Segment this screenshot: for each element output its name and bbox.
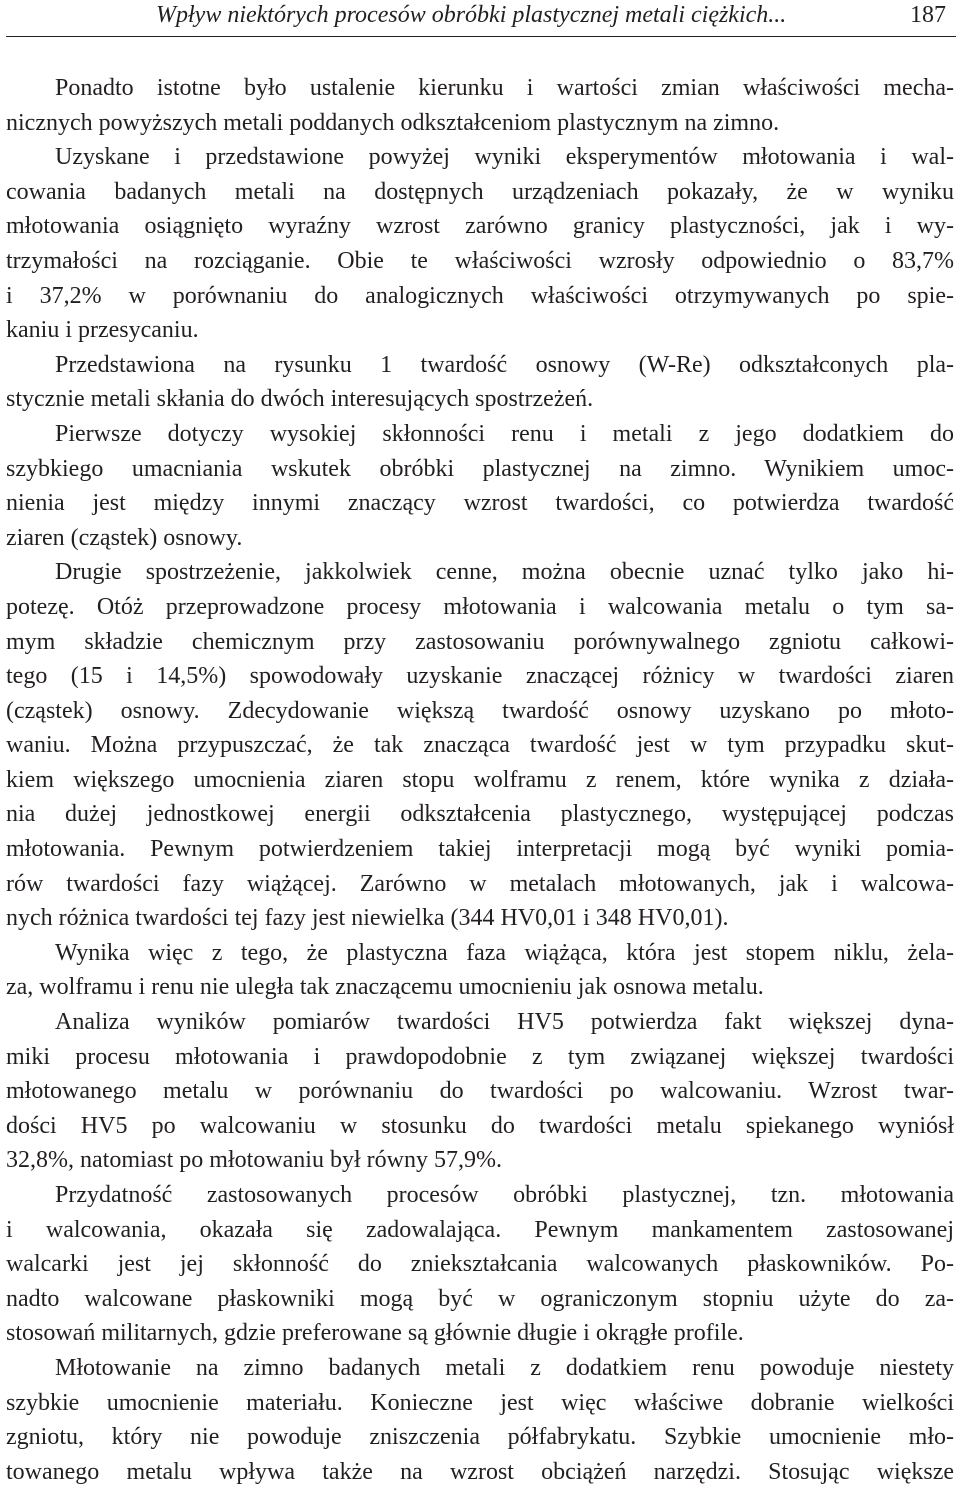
text-line: cowania badanych metali na dostępnych urządzeniach pokazały, że w wyniku — [6, 178, 954, 205]
text-line: waniu. Można przypuszczać, że tak znacząca twardość jest w tym przypadku skut- — [6, 732, 954, 759]
page-number: 187 — [910, 2, 946, 28]
text-line: nych różnica twardości tej fazy jest niewielka (344 HV0,01 i 348 HV0,01). — [6, 905, 729, 932]
text-line: dości HV5 po walcowaniu w stosunku do twardości metalu spiekanego wyniósł — [6, 1112, 954, 1139]
text-line: Pierwsze dotyczy wysokiej skłonności renu i metali z jego dodatkiem do — [55, 420, 954, 447]
text-line: zgniotu, który nie powoduje zniszczenia półfabrykatu. Szybkie umocnienie mło- — [6, 1424, 954, 1451]
text-line: kiem większego umocnienia ziaren stopu wolframu z renem, które wynika z działa- — [6, 766, 954, 793]
text-line: potezę. Otóż przeprowadzone procesy młotowania i walcowania metalu o tym sa- — [6, 593, 954, 620]
text-line: za, wolframu i renu nie uległa tak znaczącemu umocnieniu jak osnowa metalu. — [6, 974, 764, 1001]
text-line: 32,8%, natomiast po młotowaniu był równy 57,9%. — [6, 1147, 502, 1174]
text-line: tego (15 i 14,5%) spowodowały uzyskanie znaczącej różnicy w twardości ziaren — [6, 663, 954, 690]
text-line: Przedstawiona na rysunku 1 twardość osnowy (W-Re) odkształconych pla- — [55, 351, 954, 378]
text-line: młotowania. Pewnym potwierdzeniem takiej interpretacji mogą być wyniki pomia- — [6, 836, 954, 863]
text-line: nienia jest między innymi znaczący wzrost twardości, co potwierdza twardość — [6, 490, 954, 517]
text-line: Analiza wyników pomiarów twardości HV5 potwierdza fakt większej dyna- — [55, 1009, 954, 1036]
body-text — [6, 71, 954, 1489]
text-line: ziaren (cząstek) osnowy. — [6, 524, 243, 551]
text-line: nadto walcowane płaskowniki mogą być w ograniczonym stopniu użyte do za- — [6, 1285, 954, 1312]
text-line: miki procesu młotowania i prawdopodobnie z tym związanej większej twardości — [6, 1043, 954, 1070]
text-line: Wynika więc z tego, że plastyczna faza wiążąca, która jest stopem niklu, żela- — [55, 939, 954, 966]
text-line: mym składzie chemicznym przy zastosowaniu porównywalnego zgniotu całkowi- — [6, 628, 954, 655]
running-header-title: Wpływ niektórych procesów obróbki plastycznej metali ciężkich... — [156, 2, 787, 28]
text-line: trzymałości na rozciąganie. Obie te właściwości wzrosły odpowiednio o 83,7% — [6, 247, 954, 274]
text-line: Przydatność zastosowanych procesów obróbki plastycznej, tzn. młotowania — [55, 1182, 954, 1208]
text-line: młotowania osiągnięto wyraźny wzrost zarówno granicy plastyczności, jak i wy- — [6, 213, 954, 240]
text-line: i walcowania, okazała się zadowalająca. Pewnym mankamentem zastosowanej — [6, 1216, 954, 1243]
text-line: nia dużej jednostkowej energii odkształcenia plastycznego, występującej podczas — [6, 801, 954, 828]
text-line: towanego metalu wpływa także na wzrost obciążeń narzędzi. Stosując większe — [6, 1458, 954, 1485]
running-header — [6, 0, 956, 37]
text-line: stosowań militarnych, gdzie preferowane są głównie długie i okrągłe profile. — [6, 1320, 744, 1347]
text-line: kaniu i przesycaniu. — [6, 317, 199, 344]
text-line: Uzyskane i przedstawione powyżej wyniki eksperymentów młotowania i wal- — [55, 144, 954, 171]
text-line: (cząstek) osnowy. Zdecydowanie większą twardość osnowy uzyskano po młoto- — [6, 697, 954, 724]
text-line: rów twardości fazy wiążącej. Zarówno w metalach młotowanych, jak i walcowa- — [6, 870, 954, 897]
text-line: stycznie metali skłania do dwóch interesujących spostrzeżeń. — [6, 386, 594, 413]
text-line: nicznych powyższych metali poddanych odkształceniom plastycznym na zimno. — [6, 109, 780, 136]
text-line: walcarki jest jej skłonność do zniekształcania walcowanych płaskowników. Po- — [6, 1251, 954, 1278]
text-line: i 37,2% w porównaniu do analogicznych właściwości otrzymywanych po spie- — [6, 282, 954, 309]
text-line: szybkie umocnienie materiału. Konieczne jest więc właściwe dobranie wielkości — [6, 1389, 954, 1416]
text-line: Drugie spostrzeżenie, jakkolwiek cenne, można obecnie uznać tylko jako hi- — [55, 559, 954, 586]
text-line: Młotowanie na zimno badanych metali z dodatkiem renu powoduje niestety — [55, 1354, 954, 1381]
text-line: Ponadto istotne było ustalenie kierunku i wartości zmian właściwości mecha- — [55, 75, 954, 101]
text-line: młotowanego metalu w porównaniu do twardości po walcowaniu. Wzrost twar- — [6, 1078, 954, 1105]
text-line: szybkiego umacniania wskutek obróbki plastycznej na zimno. Wynikiem umoc- — [6, 455, 954, 482]
